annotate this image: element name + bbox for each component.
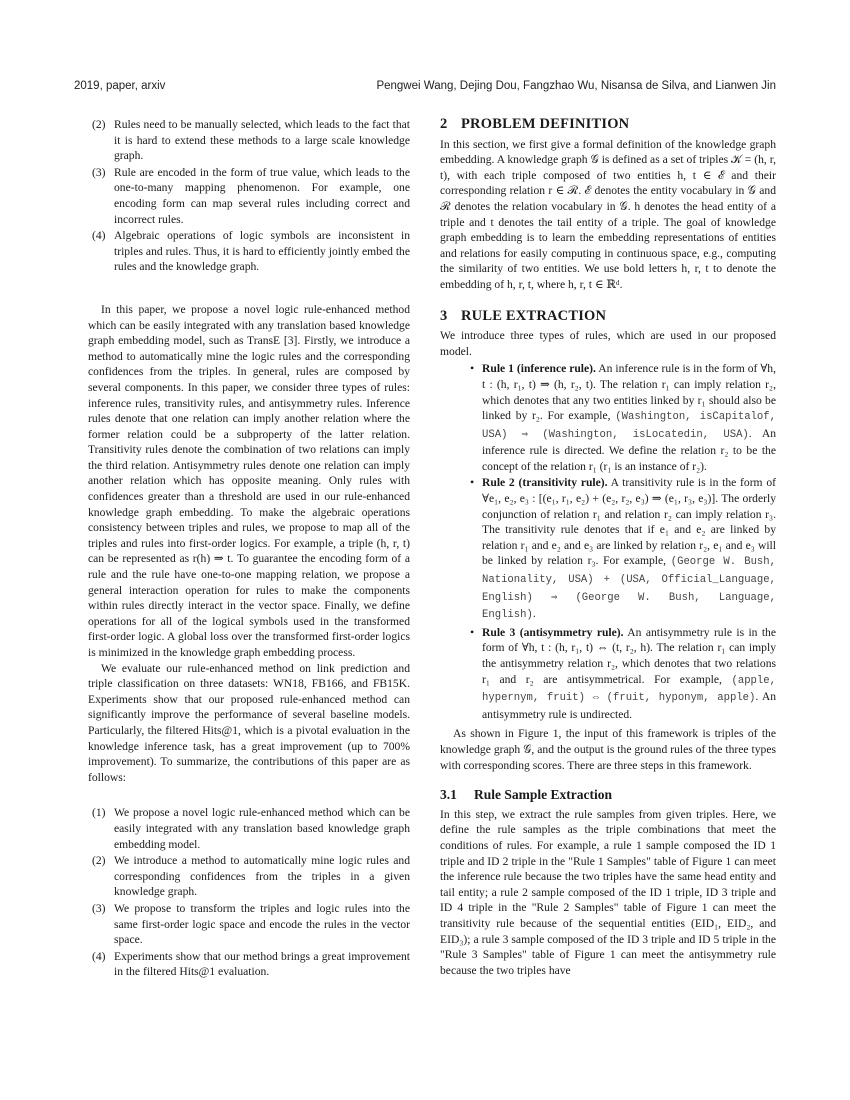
rule-item-antisymmetry: • Rule 3 (antisymmetry rule). An antisymmetry rule is in the form of ∀h, t : (h, r₁, t) ⇔ (t, r₂, h). The relation r₁ can imply the antisymmetry relation r₂, which denotes that two relations r₁ and r₂ are antisymmetrical. For example, (apple, hypernym, fruit) ⇔ (fruit, hyponym, apple). An antisymmetry rule is undirected. (482, 625, 776, 723)
body-paragraph: In this step, we extract the rule samples from given triples. Here, we define the rule samples as the triple combinations that meet the conditions of rules. For example, a rule 1 sample composed the ID 1 triple and ID 2 triple in the "Rule 1 Samples" table of Figure 1 can meet the inference rule because the two triples have the same head entity and tail entity; a rule 2 sample composed of the ID 1 triple, ID 3 triple and ID 4 triple in the "Rule 2 Samples" table of Figure 1 can meet the transitivity rule because of the sequential entities (EID₁, EID₂, and EID₃); a rule 3 sample composed of the ID 3 triple and ID 5 triple in the "Rule 3 Samples" table of Figure 1 can meet the antisymmetry rule because the two triples have (440, 807, 776, 977)
list-item: (2) Rules need to be manually selected, which leads to the fact that it is hard to extend these methods to a large scale knowledge graph. (92, 118, 410, 163)
body-paragraph: We introduce three types of rules, which are used in our proposed model. (440, 329, 776, 358)
list-item: (2) We introduce a method to automatically mine logic rules and corresponding confidences from the triples in a given knowledge graph. (92, 854, 410, 899)
body-paragraph: As shown in Figure 1, the input of this framework is triples of the knowledge graph 𝒢, and the output is the ground rules of the three types with corresponding scores. There are three steps in this framework. (440, 727, 776, 772)
right-column (440, 117, 776, 978)
subsection-heading-rule-sample-extraction: 3.1 Rule Sample Extraction (440, 787, 612, 803)
list-item: (3) We propose to transform the triples and logic rules into the same first-order logic space and encode the rules in the vector space. (92, 901, 410, 947)
body-paragraph: In this paper, we propose a novel logic rule-enhanced method which can be easily integrated with any translation based knowledge graph embedding model, such as TransE [3]. Firstly, we introduce a method to automatically mine the logic rules and the corresponding confidences from the triples. In general, rules are composed by several components. In this paper, we consider three types of rules: inference rules, transitivity rules, and antisymmetry rules. Inference rules denote that one relation can imply another relation where the former relation could be a subproperty of the latter relation. Transitivity rules denote the combination of two relations can imply the third relation. Antisymmetry rules denote one relation can imply another relation which has opposite meaning. Only rules with confidences greater than a threshold are used in our rule-enhanced knowledge graph embedding. To make the algebraic operations consistency between triples and rules, we propose to map all of the triples and rules into first-order logics. For example, a triple (h, r, t) can be represented as r(h) ⇒ t. To guarantee the encoding form of a rule and the rule have one-to-one mapping relation, we propose a general interaction operation for rules to make the components within rules directly interact in the vector space. Finally, we define operations for all of the logical symbols used in the transformed first-order logic. A global loss over the transformed first-order logics is minimized in the knowledge graph embedding process. (88, 302, 410, 659)
body-paragraph: In this section, we first give a formal definition of the knowledge graph embedding. A knowledge graph 𝒢 is defined as a set of triples 𝒦 = (h, r, t), with each triple composed of two entities h, t ∈ ℰ and their corresponding relation r ∈ ℛ. ℰ denotes the entity vocabulary in 𝒢 and ℛ denotes the relation vocabulary in 𝒢. h denotes the head entity of a triple and t denotes the tail entity of a triple. The goal of knowledge graph embedding is to learn the embedding representations of entities and relations for easily computing in continuous space, e.g., computing the similarity of two entities. We use bold letters h, r, t to denote the embedding of h, r, t, where h, r, t ∈ ℝᵈ. (440, 137, 776, 291)
list-item: (1) We propose a novel logic rule-enhanced method which can be easily integrated with any translation based knowledge graph embedding model. (92, 806, 410, 851)
rule-item-inference: • Rule 1 (inference rule). An inference rule is in the form of ∀h, t : (h, r₁, t) ⇒ (h, r₂, t). The relation r₁ can imply relation r₂, which denotes that any two entities linked by r₁ should also be linked by r₂. For example, (Washington, isCapitalof, USA) ⇒ (Washington, isLocatedin, USA). An inference rule is directed. We define the relation r₂ to be the concept of the relation r₁ (r₁ is an instance of r₂). (482, 361, 776, 474)
rule-list (440, 361, 776, 722)
section-heading-rule-extraction: 3 RULE EXTRACTION (440, 307, 607, 324)
running-header-left: 2019, paper, arxiv (74, 80, 166, 92)
left-column (88, 117, 410, 981)
running-header-authors: Pengwei Wang, Dejing Dou, Fangzhao Wu, Nisansa de Silva, and Lianwen Jin (376, 80, 776, 92)
contribution-list (88, 805, 410, 980)
problem-list (88, 117, 410, 275)
section-heading-problem-definition: 2 PROBLEM DEFINITION (440, 116, 630, 132)
list-item: (4) Algebraic operations of logic symbols are inconsistent in triples and rules. Thus, it is hard to efficiently jointly embed the rules and the knowledge graph. (92, 229, 410, 274)
list-item: (3) Rule are encoded in the form of true value, which leads to the one-to-many mapping phenomenon. For example, one encoding form can map several rules including correct and incorrect rules. (92, 165, 410, 226)
rule-item-transitivity: • Rule 2 (transitivity rule). A transitivity rule is in the form of ∀e₁, e₂, e₃ : [(e₁, r₁, e₂) + (e₂, r₂, e₃) ⇒ (e₁, r₃, e₃)]. The orderly conjunction of relation r₁ and relation r₂ can imply relation r₃. The transitivity rule denotes that if e₁ and e₂ are linked by relation r₁ and e₂ and e₃ are linked by relation r₂, e₁ and e₃ will be linked by relation r₃. For example, (George W. Bush, Nationality, USA) + (USA, Official_Language, English) ⇒ (George W. Bush, Language, English). (482, 475, 776, 623)
list-item: (4) Experiments show that our method brings a great improvement in the filtered Hits@1 evaluation. (92, 949, 410, 979)
body-paragraph: We evaluate our rule-enhanced method on link prediction and triple classification on three datasets: WN18, FB166, and FB15K. Experiments show that our proposed rule-enhanced method can significantly improve the performance of several baseline models. Particularly, the filtered Hits@1, which is a pivotal evaluation in the knowledge inference task, has a great improvement (up to 700% improvement). To summarize, the contributions of this paper are as follows: (88, 661, 410, 784)
